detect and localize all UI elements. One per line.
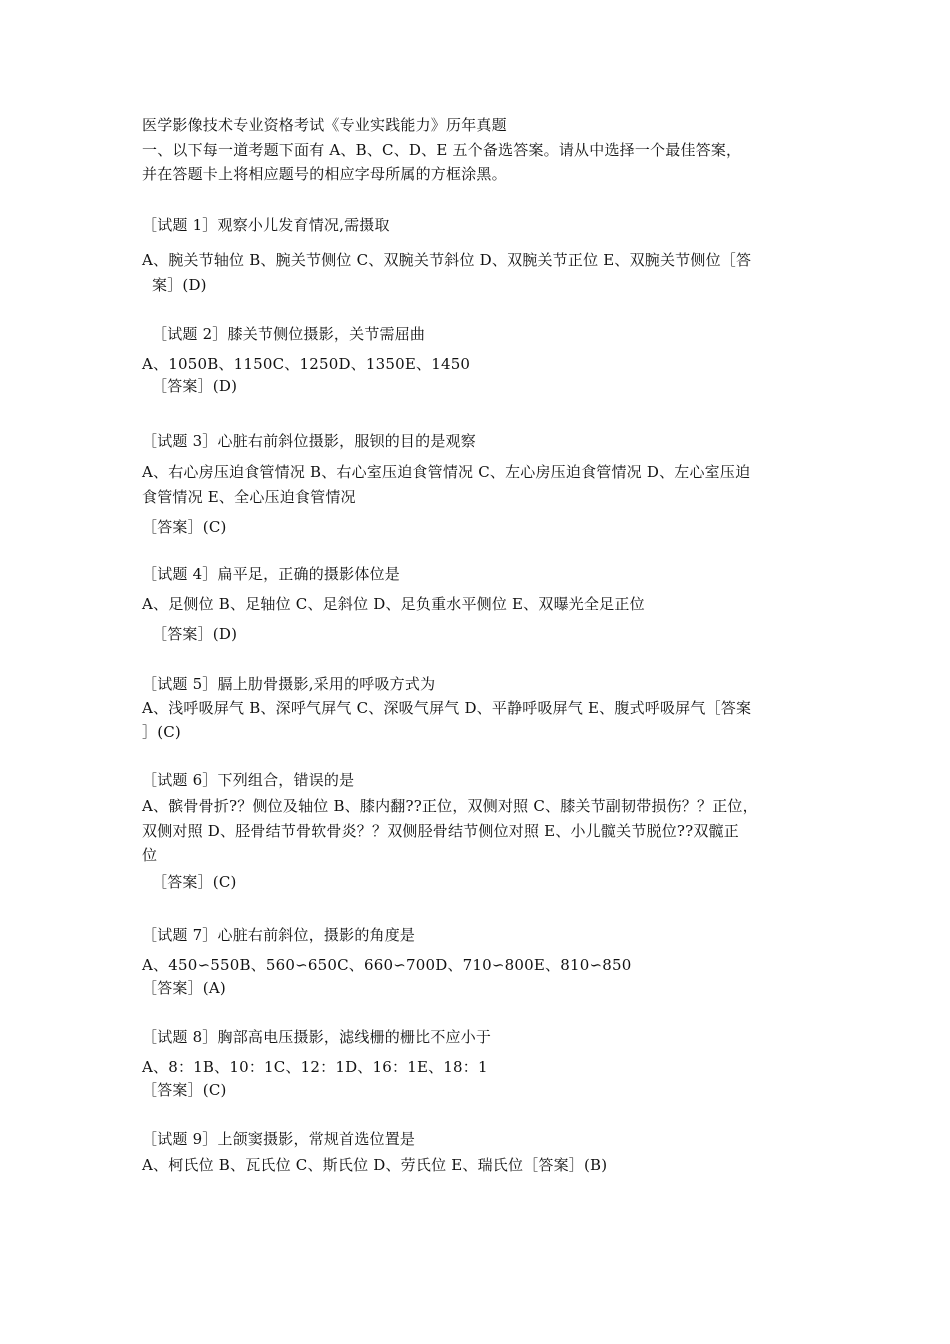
- question-2-options: A、1050B、1150C、1250D、1350E、1450: [142, 355, 471, 373]
- question-5-stem: ［试题 5］膈上肋骨摄影,采用的呼吸方式为: [142, 675, 436, 693]
- instructions-line-1: 一、以下每一道考题下面有 A、B、C、D、E 五个备选答案。请从中选择一个最佳答案，: [142, 141, 742, 159]
- question-1-stem: ［试题 1］观察小儿发育情况,需摄取: [142, 216, 390, 234]
- question-2-answer: ［答案］(D): [152, 377, 238, 395]
- question-2-stem: ［试题 2］膝关节侧位摄影，关节需屈曲: [152, 325, 426, 343]
- question-6-options-cont-2: 位: [142, 846, 158, 864]
- question-3-answer: ［答案］(C): [142, 518, 227, 536]
- question-7-options: A、450∽550B、560∽650C、660∽700D、710∽800E、810∽850: [142, 956, 632, 974]
- question-4-answer: ［答案］(D): [152, 625, 238, 643]
- question-5-options: A、浅呼吸屏气 B、深呼气屏气 C、深吸气屏气 D、平静呼吸屏气 E、腹式呼吸屏气［答案: [142, 699, 752, 717]
- question-4-options: A、足侧位 B、足轴位 C、足斜位 D、足负重水平侧位 E、双曝光全足正位: [142, 595, 645, 613]
- question-1-options: A、腕关节轴位 B、腕关节侧位 C、双腕关节斜位 D、双腕关节正位 E、双腕关节侧位［答: [142, 251, 752, 269]
- instructions-line-2: 并在答题卡上将相应题号的相应字母所属的方框涂黑。: [142, 165, 507, 183]
- question-6-options: A、髌骨骨折?？侧位及轴位 B、膝内翻??正位，双侧对照 C、膝关节副韧带损伤？？正位，: [142, 797, 758, 815]
- question-8-options: A、8：1B、10：1C、12：1D、16：1E、18：1: [142, 1058, 488, 1076]
- question-4-stem: ［试题 4］扁平足，正确的摄影体位是: [142, 565, 400, 583]
- question-6-stem: ［试题 6］下列组合，错误的是: [142, 771, 355, 789]
- question-8-stem: ［试题 8］胸部高电压摄影，滤线栅的栅比不应小于: [142, 1028, 492, 1046]
- question-6-answer: ［答案］(C): [152, 873, 237, 891]
- question-5-answer: ］(C): [142, 723, 181, 741]
- question-1-answer: 案］(D): [152, 276, 207, 294]
- question-3-options-cont: 食管情况 E、全心压迫食管情况: [142, 488, 356, 506]
- doc-title: 医学影像技术专业资格考试《专业实践能力》历年真题: [142, 116, 507, 134]
- question-3-options: A、右心房压迫食管情况 B、右心室压迫食管情况 C、左心房压迫食管情况 D、左心室压迫: [142, 463, 751, 481]
- question-6-options-cont-1: 双侧对照 D、胫骨结节骨软骨炎？？双侧胫骨结节侧位对照 E、小儿髋关节脱位??双髋正: [142, 822, 739, 840]
- question-7-answer: ［答案］(A): [142, 979, 226, 997]
- question-3-stem: ［试题 3］心脏右前斜位摄影，服钡的目的是观察: [142, 432, 476, 450]
- question-9-options: A、柯氏位 B、瓦氏位 C、斯氏位 D、劳氏位 E、瑞氏位［答案］(B): [142, 1156, 608, 1174]
- question-8-answer: ［答案］(C): [142, 1081, 227, 1099]
- question-9-stem: ［试题 9］上颌窦摄影，常规首选位置是: [142, 1130, 416, 1148]
- question-7-stem: ［试题 7］心脏右前斜位，摄影的角度是: [142, 926, 416, 944]
